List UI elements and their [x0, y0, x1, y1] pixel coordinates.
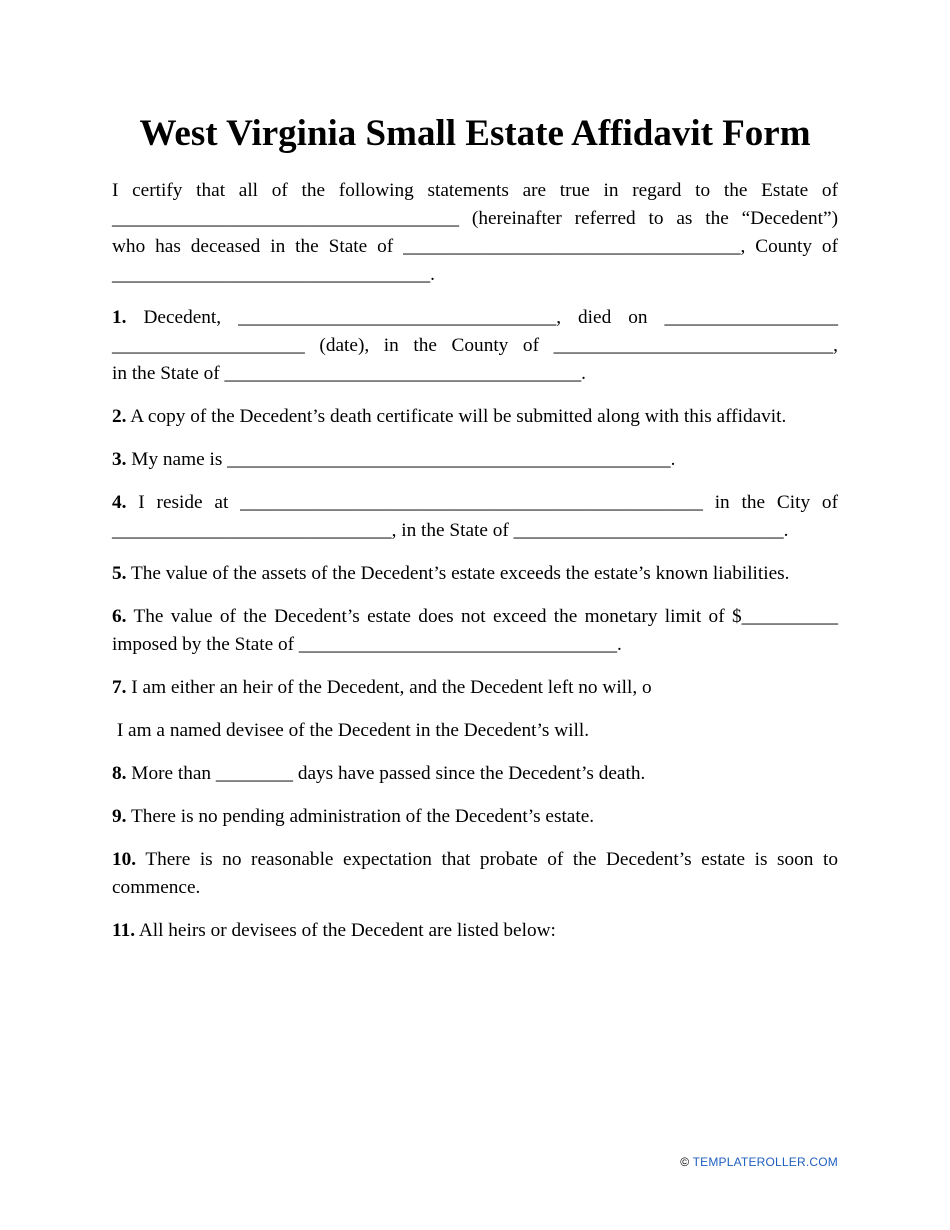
item-4 [112, 489, 838, 545]
intro-line-4: _________________________________. [112, 264, 435, 285]
item-7-text: I am either an heir of the Decedent, and the Decedent left no will, o [131, 677, 652, 698]
item-1-line-1: 1. Decedent, _________________________________, died on __________________ [112, 307, 838, 328]
item-7 [112, 674, 838, 702]
item-6-line-2: imposed by the State of _________________________________. [112, 634, 622, 655]
item-11 [112, 917, 838, 945]
item-5-number: 5. [112, 563, 127, 584]
footer-brand-link[interactable]: TEMPLATEROLLER.COM [692, 1155, 838, 1169]
intro-line-3: who has deceased in the State of ___________________________________, County of [112, 236, 838, 257]
item-9-number: 9. [112, 806, 127, 827]
intro-paragraph [112, 177, 838, 289]
item-10-line-1: 10. There is no reasonable expectation that probate of the Decedent’s estate is soon to [112, 849, 838, 870]
item-3-text: My name is ______________________________________________. [131, 449, 676, 470]
item-7-option-text: I am a named devisee of the Decedent in the Decedent’s will. [112, 720, 590, 741]
item-4-number: 4. [112, 492, 127, 513]
item-6 [112, 603, 838, 659]
item-7-option [112, 717, 838, 745]
item-4-line-2: _____________________________, in the State of ____________________________. [112, 520, 789, 541]
item-9-text: There is no pending administration of the Decedent’s estate. [130, 806, 595, 827]
item-6-number: 6. [112, 606, 127, 627]
document-title: West Virginia Small Estate Affidavit Form [139, 113, 811, 154]
item-8 [112, 760, 838, 788]
item-1-line-3: in the State of _____________________________________. [112, 363, 586, 384]
intro-line-2: ____________________________________ (hereinafter referred to as the “Decedent”) [112, 208, 838, 229]
item-5-text: The value of the assets of the Decedent’s estate exceeds the estate’s known liabilities. [130, 563, 790, 584]
item-5 [112, 560, 838, 588]
item-8-text: More than ________ days have passed since the Decedent’s death. [131, 763, 646, 784]
item-10-number: 10. [112, 849, 137, 870]
item-2 [112, 403, 838, 431]
item-6-line-1: 6. The value of the Decedent’s estate does not exceed the monetary limit of $__________ [112, 606, 838, 627]
item-1-line-2: ____________________ (date), in the County of _____________________________, [112, 335, 838, 356]
footer-credit [680, 1155, 838, 1169]
item-7-number: 7. [112, 677, 127, 698]
item-3-number: 3. [112, 449, 127, 470]
item-2-text: A copy of the Decedent’s death certificate will be submitted along with this affidavit. [130, 406, 787, 427]
item-1 [112, 304, 838, 388]
item-1-number: 1. [112, 307, 127, 328]
item-11-number: 11. [112, 920, 136, 941]
copyright-symbol: © [680, 1155, 690, 1169]
item-8-number: 8. [112, 763, 127, 784]
intro-line-1: I certify that all of the following statements are true in regard to the Estate of [112, 180, 838, 201]
item-10-line-2: commence. [112, 877, 201, 898]
item-10 [112, 846, 838, 902]
item-3 [112, 446, 838, 474]
item-2-number: 2. [112, 406, 127, 427]
item-9 [112, 803, 838, 831]
item-4-line-1: 4. I reside at ________________________________________________ in the City of [112, 492, 838, 513]
item-11-text: All heirs or devisees of the Decedent are listed below: [138, 920, 556, 941]
